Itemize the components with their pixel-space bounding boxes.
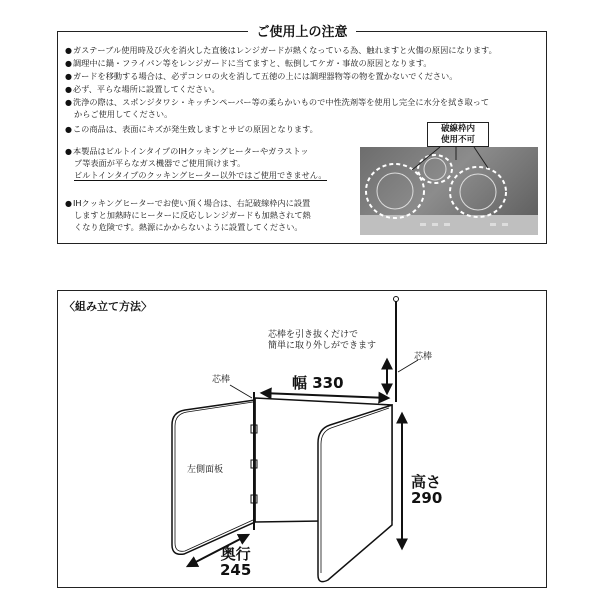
bullet-icon: ●	[65, 98, 72, 107]
core-rod-label-right: 芯棒	[414, 352, 433, 362]
bullet-icon: ●	[65, 46, 72, 55]
bullet-icon: ●	[65, 147, 72, 156]
notice-item-5: ●洗浄の際は、スポンジタワシ・キッチンペーパー等の柔らかいもので中性洗剤等を使用し完全に水分を拭き取って	[65, 97, 490, 107]
rod-label-leader	[230, 385, 252, 398]
depth-dimension: 奥行 245	[220, 545, 252, 579]
notice-item-3: ●ガードを移動する場合は、必ずコンロの火を消して五徳の上には調理器物等の物を置かないでください。	[65, 71, 458, 81]
notice-item-5-cont: からご使用してください。	[74, 109, 173, 119]
photo-label: 破線枠内 使用不可	[427, 122, 489, 147]
left-panel-label: 左側面板	[187, 465, 224, 475]
notice-item-8: ●IHクッキングヒーターでお使い頂く場合は、右記破線枠内に設置	[65, 198, 311, 208]
notice-item-7-cont: プ等表面が平らなガス機器でご使用頂けます。	[74, 158, 246, 168]
notice-item-8-cont-1: しますと加熱時にヒーターに反応しレンジガードも加熱されて熱	[74, 210, 311, 220]
bullet-icon: ●	[65, 72, 72, 81]
notice-item-1: ●ガステーブル使用時及び火を消火した直後はレンジガードが熱くなっている為、触れますと火傷の原因になります。	[65, 45, 497, 55]
bullet-icon: ●	[65, 59, 72, 68]
bullet-icon: ●	[65, 199, 72, 208]
width-dimension: 幅 330	[292, 374, 344, 392]
notice-title: ご使用上の注意	[248, 25, 355, 40]
notice-item-4: ●必ず、平らな場所に設置してください。	[65, 84, 220, 94]
core-rod-label-left: 芯棒	[212, 375, 231, 385]
width-arrow	[262, 393, 388, 398]
left-side-panel	[172, 400, 255, 554]
bullet-icon: ●	[65, 85, 72, 94]
assembly-title: 〈組み立て方法〉	[64, 300, 152, 313]
core-rod-head	[394, 297, 399, 302]
notice-item-7-warning: ビルトインタイプのクッキングヒーター以外ではご使用できません。	[74, 170, 327, 180]
notice-item-7: ●本製品はビルトインタイプのIHクッキングヒーターやガラストッ	[65, 146, 309, 156]
right-side-panel	[318, 405, 392, 582]
notice-item-8-cont-2: くなり危険です。熱源にかからないように設置してください。	[74, 222, 303, 232]
core-rod-note: 芯棒を引き抜くだけで 簡単に取り外しができます	[268, 330, 377, 351]
notice-item-2: ●調理中に鍋・フライパン等をレンジガードに当てますと、転倒してケガ・事故の原因となります。	[65, 58, 432, 68]
height-dimension: 高さ 290	[411, 473, 443, 507]
bullet-icon: ●	[65, 125, 72, 134]
notice-item-6: ●この商品は、表面にキズが発生致しますとサビの原因となります。	[65, 124, 318, 134]
